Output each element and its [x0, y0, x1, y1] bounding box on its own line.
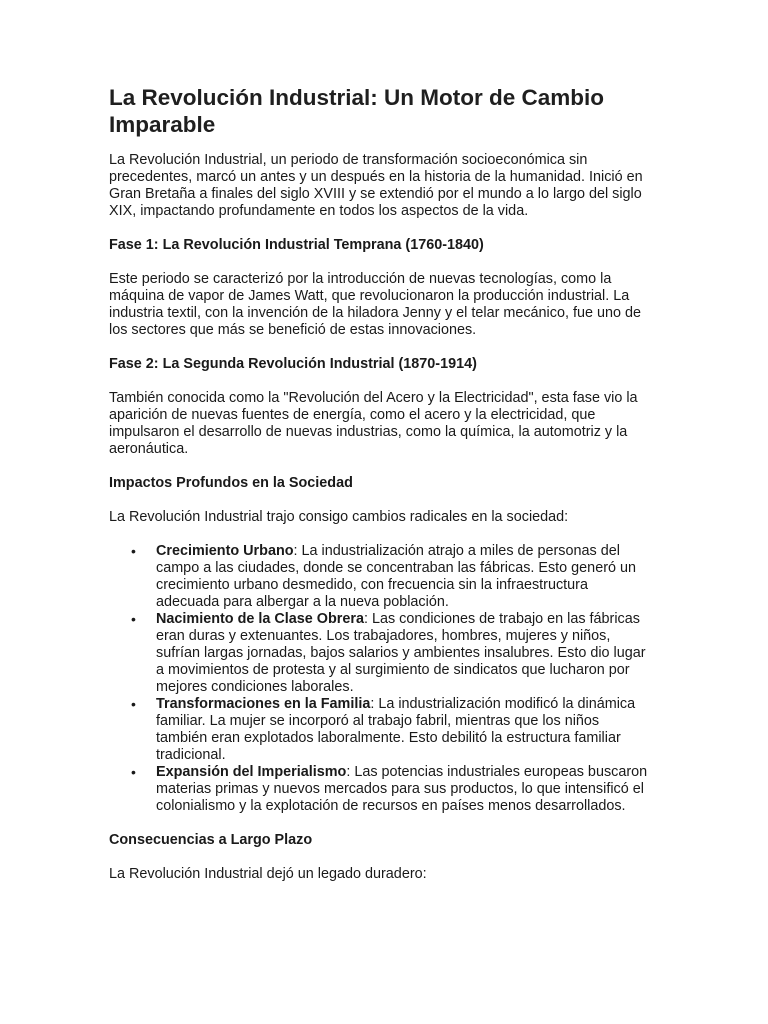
phase2-paragraph: También conocida como la "Revolución del Acero y la Electricidad", esta fase vio la aparición de nuevas fuentes de energía, como el acero y la electricidad, que impulsaron el desarrollo de nuevas industrias, como la química, la automotriz y la aeronáutica. — [109, 390, 638, 457]
bullet-icon: • — [131, 543, 136, 559]
list-item — [109, 611, 649, 696]
list-item-text: : Las condiciones de trabajo en las fábricas eran duras y extenuantes. Los trabajadores, hombres, mujeres y niños, sufrían largas jornadas, bajos salarios y ambientes insalubres. Esto dio lugar a movimientos de protesta y al surgimiento de sindicatos que lucharon por mejores condiciones laborales. — [156, 611, 646, 695]
impacts-intro: La Revolución Industrial trajo consigo cambios radicales en la sociedad: — [109, 509, 569, 525]
document-title: La Revolución Industrial: Un Motor de Cambio Imparable — [109, 85, 605, 137]
list-item — [109, 543, 649, 611]
bullet-icon: • — [131, 696, 136, 712]
list-item-text: : La industrialización atrajo a miles de personas del campo a las ciudades, donde se concentraban las fábricas. Esto generó un crecimiento urbano desmedido, con frecuencia sin la infraestructura adecuada para albergar a la nueva población. — [156, 543, 636, 610]
list-item-term: Expansión del Imperialismo — [156, 764, 347, 780]
list-item-term: Nacimiento de la Clase Obrera — [156, 611, 364, 627]
consequences-heading: Consecuencias a Largo Plazo — [109, 832, 313, 848]
bullet-icon: • — [131, 611, 136, 627]
list-item — [109, 696, 649, 764]
list-item-term: Transformaciones en la Familia — [156, 696, 371, 712]
phase1-paragraph: Este periodo se caracterizó por la introducción de nuevas tecnologías, como la máquina de vapor de James Watt, que revolucionaron la producción industrial. La industria textil, con la invención de la hiladora Jenny y el telar mecánico, fue uno de los sectores que más se benefició de estas innovaciones. — [109, 271, 641, 338]
list-item-text: : Las potencias industriales europeas buscaron materias primas y nuevos mercados para sus productos, lo que intensificó el colonialismo y la explotación de recursos en países menos desarrollados. — [156, 764, 648, 814]
impacts-list — [109, 543, 649, 815]
document-page — [109, 84, 649, 883]
list-item-term: Crecimiento Urbano — [156, 543, 294, 559]
impacts-heading: Impactos Profundos en la Sociedad — [109, 475, 353, 491]
consequences-intro: La Revolución Industrial dejó un legado duradero: — [109, 866, 427, 882]
list-item-text: : La industrialización modificó la dinámica familiar. La mujer se incorporó al trabajo fabril, mientras que los niños también eran explotados laboralmente. Esto debilitó la estructura familiar tradicional. — [156, 696, 636, 763]
phase2-heading: Fase 2: La Segunda Revolución Industrial (1870-1914) — [109, 356, 477, 372]
bullet-icon: • — [131, 764, 136, 780]
intro-paragraph: La Revolución Industrial, un periodo de transformación socioeconómica sin precedentes, marcó un antes y un después en la historia de la humanidad. Inició en Gran Bretaña a finales del siglo XVIII y se extendió por el mundo a lo largo del siglo XIX, impactando profundamente en todos los aspectos de la vida. — [109, 152, 643, 219]
list-item — [109, 764, 649, 815]
phase1-heading: Fase 1: La Revolución Industrial Temprana (1760-1840) — [109, 237, 484, 253]
